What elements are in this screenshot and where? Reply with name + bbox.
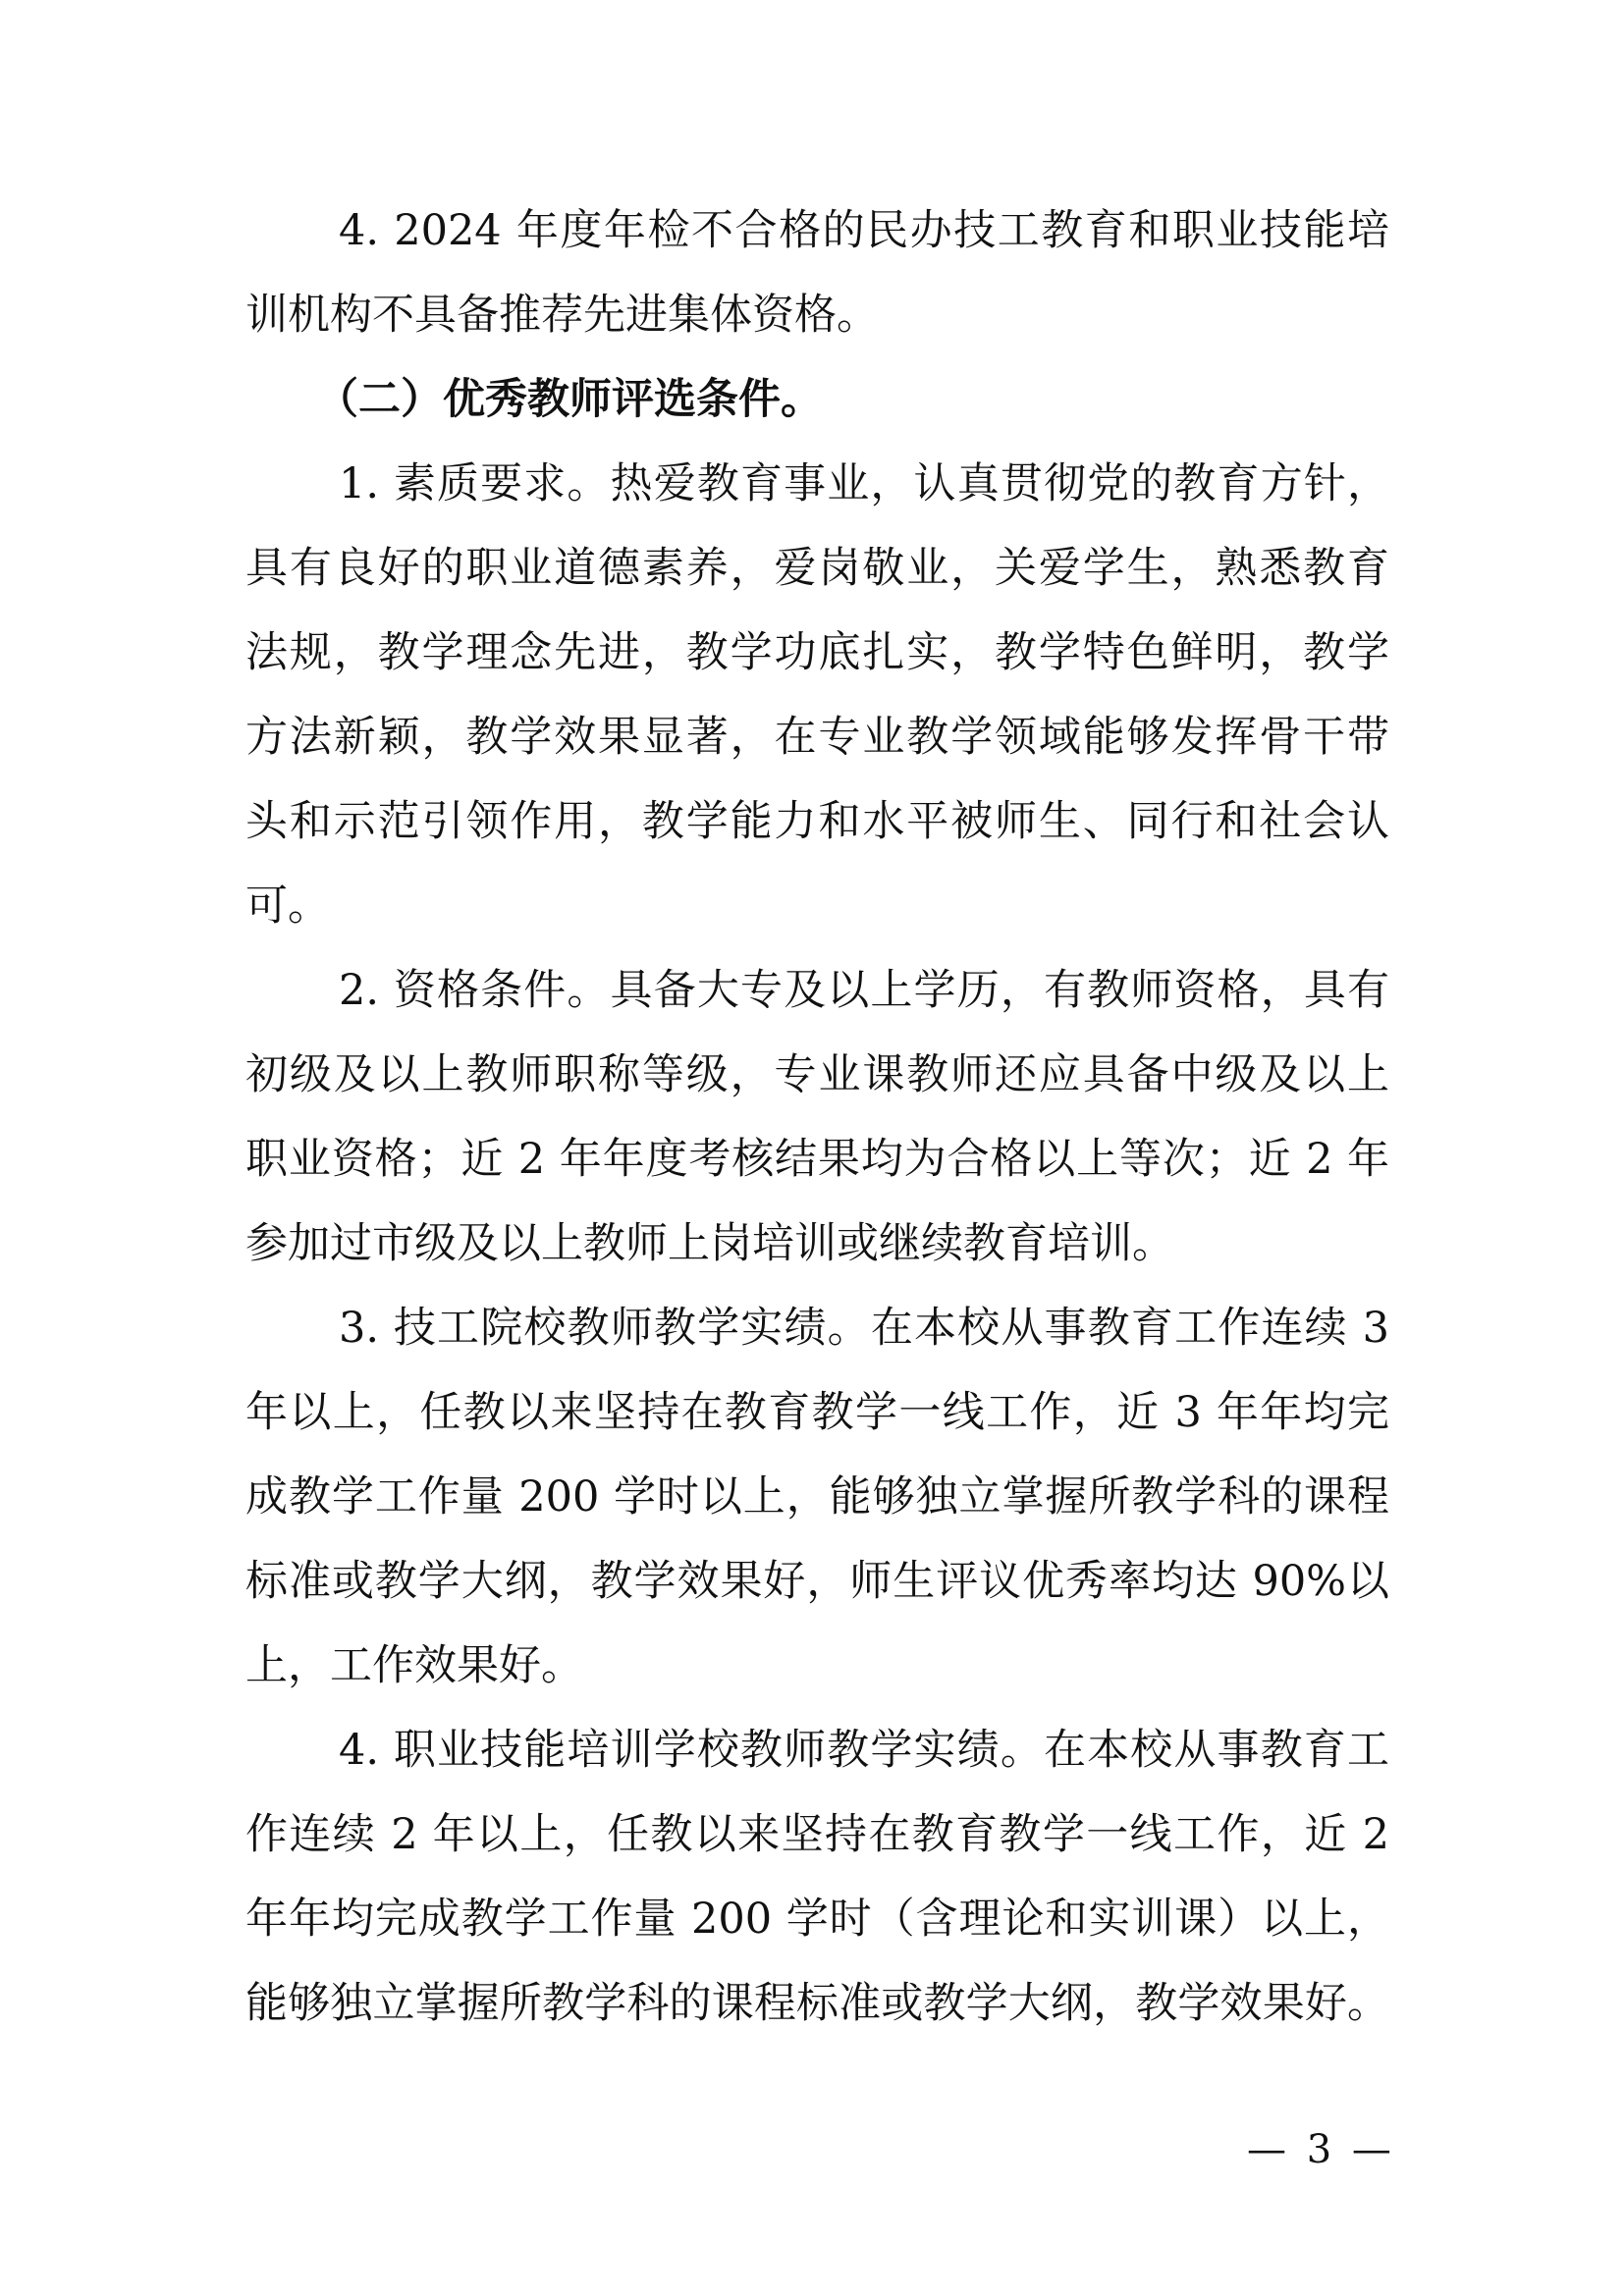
paragraph-line: 年年均完成教学工作量 200 学时（含理论和实训课）以上， bbox=[245, 1895, 1389, 1944]
paragraph-line: 标准或教学大纲，教学效果好，师生评议优秀率均达 90%以 bbox=[245, 1557, 1389, 1606]
paragraph-line: 4. 职业技能培训学校教师教学实绩。在本校从事教育工 bbox=[339, 1726, 1389, 1775]
paragraph-line: 职业资格；近 2 年年度考核结果均为合格以上等次；近 2 年 bbox=[245, 1135, 1389, 1184]
paragraph-line: 上，工作效果好。 bbox=[245, 1641, 583, 1690]
paragraph-line: 成教学工作量 200 学时以上，能够独立掌握所教学科的课程 bbox=[245, 1472, 1389, 1522]
page-number: — 3 — bbox=[1247, 2127, 1395, 2172]
paragraph-line: 年以上，任教以来坚持在教育教学一线工作，近 3 年年均完 bbox=[245, 1388, 1389, 1437]
paragraph-line: 作连续 2 年以上，任教以来坚持在教育教学一线工作，近 2 bbox=[245, 1810, 1389, 1859]
paragraph-line: 3. 技工院校教师教学实绩。在本校从事教育工作连续 3 bbox=[339, 1304, 1389, 1353]
paragraph-line: 能够独立掌握所教学科的课程标准或教学大纲，教学效果好。 bbox=[245, 1979, 1389, 2028]
paragraph-line: 参加过市级及以上教师上岗培训或继续教育培训。 bbox=[245, 1219, 1174, 1268]
section-heading: （二）优秀教师评选条件。 bbox=[316, 375, 823, 424]
paragraph-line: 头和示范引领作用，教学能力和水平被师生、同行和社会认 bbox=[245, 797, 1389, 846]
paragraph-line: 1. 素质要求。热爱教育事业，认真贯彻党的教育方针， bbox=[339, 459, 1389, 508]
paragraph-line: 初级及以上教师职称等级，专业课教师还应具备中级及以上 bbox=[245, 1050, 1389, 1099]
paragraph-line: 可。 bbox=[245, 881, 330, 931]
paragraph-line: 法规，教学理念先进，教学功底扎实，教学特色鲜明，教学 bbox=[245, 628, 1389, 677]
paragraph-line: 训机构不具备推荐先进集体资格。 bbox=[245, 291, 879, 340]
paragraph-line: 方法新颖，教学效果显著，在专业教学领域能够发挥骨干带 bbox=[245, 713, 1389, 762]
paragraph-line: 4. 2024 年度年检不合格的民办技工教育和职业技能培 bbox=[339, 206, 1389, 255]
paragraph-line: 2. 资格条件。具备大专及以上学历，有教师资格，具有 bbox=[339, 966, 1389, 1015]
paragraph-line: 具有良好的职业道德素养，爱岗敬业，关爱学生，熟悉教育 bbox=[245, 544, 1389, 593]
